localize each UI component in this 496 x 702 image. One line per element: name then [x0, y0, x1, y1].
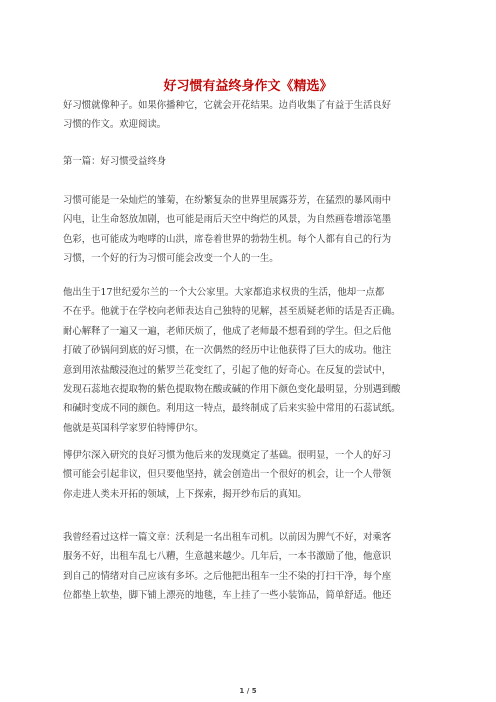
- paragraph-line: 不在乎。他就于在学校向老师表达自己独特的见解，甚至质疑老师的话是否正确。: [63, 306, 401, 318]
- paragraph-line: 位都垫上软垫，脚下铺上漂亮的地毯，车上挂了一些小装饰品，简单舒适。他还: [63, 590, 392, 602]
- paragraph-line: 博伊尔深入研究的良好习惯为他后来的发现奠定了基础。很明显，一个人的好习: [63, 450, 392, 461]
- paragraph-line: 我曾经看过这样一篇文章：沃利是一名出租车司机。以前因为脾气不好，对乘客: [63, 532, 392, 543]
- intro-line: 习惯的作文。欢迎阅读。: [63, 119, 167, 131]
- paragraph-line: 打破了砂锅问到底的好习惯，在一次偶然的经历中让他获得了巨大的成功。他注: [63, 345, 392, 357]
- section-heading: [63, 152, 436, 171]
- page-number: [0, 687, 496, 695]
- page-current: 1: [239, 687, 245, 695]
- intro-line: 好习惯就像种子。如果你播种它，它就会开花结果。边肖收集了有益于生活良好: [63, 100, 392, 111]
- paragraph-line: 你走进人类未开拓的领域，上下探索，揭开纱布后的真知。: [63, 488, 307, 500]
- paragraph-line: 耐心解释了一遍又一遍，老师厌烦了，他成了老师最不想看到的学生。但之后他: [63, 325, 392, 337]
- page-title: 好习惯有益终身作文《精选》: [163, 79, 333, 94]
- paragraph-line: 服务不好，出租车乱七八糟，生意越来越少。几年后，一本书激励了他，他意识: [63, 551, 392, 563]
- paragraph-line: 他出生于17世纪爱尔兰的一个大公家里。大家都追求权贵的生活，他却一点都: [63, 287, 385, 298]
- paragraph-line: 习惯，一个好的行为习惯可能会改变一个人的一生。: [63, 253, 279, 265]
- paragraph-1: [63, 191, 436, 269]
- paragraph-3: [63, 446, 436, 504]
- paragraph-4: [63, 528, 436, 606]
- paragraph-line: 习惯可能是一朵灿烂的雏菊，在纷繁复杂的世界里展露芬芳，在猛烈的暴风雨中: [63, 195, 392, 206]
- paragraph-line: 发现石蕊地衣提取物的紫色提取物在酸或碱的作用下颜色变化最明显，分别遇到酸: [63, 384, 401, 396]
- paragraph-2: [63, 283, 436, 438]
- section-heading-text: 第一篇：好习惯受益终身: [63, 156, 167, 167]
- page-separator: /: [246, 687, 250, 695]
- intro-paragraph: [63, 96, 436, 135]
- paragraph-line: 闪电，让生命怒放加剧，也可能是雨后天空中绚烂的风景，为自然画卷增添笔墨: [63, 214, 392, 226]
- paragraph-line: 色彩，也可能成为咆哮的山洪，席卷着世界的勃勃生机。每个人都有自己的行为: [63, 233, 392, 245]
- paragraph-line: 惯可能会引起非议，但只要他坚持，就会创造出一个很好的机会，让一个人带领: [63, 469, 392, 481]
- paragraph-line: 意到用浓盐酸浸泡过的紫罗兰花变红了，引起了他的好奇心。在反复的尝试中，: [63, 364, 392, 376]
- paragraph-line: 到自己的情绪对自己应该有多坏。之后他把出租车一尘不染的打扫干净，每个座: [63, 570, 392, 582]
- page-total: 5: [251, 687, 257, 695]
- paragraph-line: 和碱时变成不同的颜色。利用这一特点，最终制成了后来实验中常用的石蕊试纸。: [63, 403, 401, 415]
- paragraph-line: 他就是英国科学家罗伯特博伊尔。: [63, 422, 204, 434]
